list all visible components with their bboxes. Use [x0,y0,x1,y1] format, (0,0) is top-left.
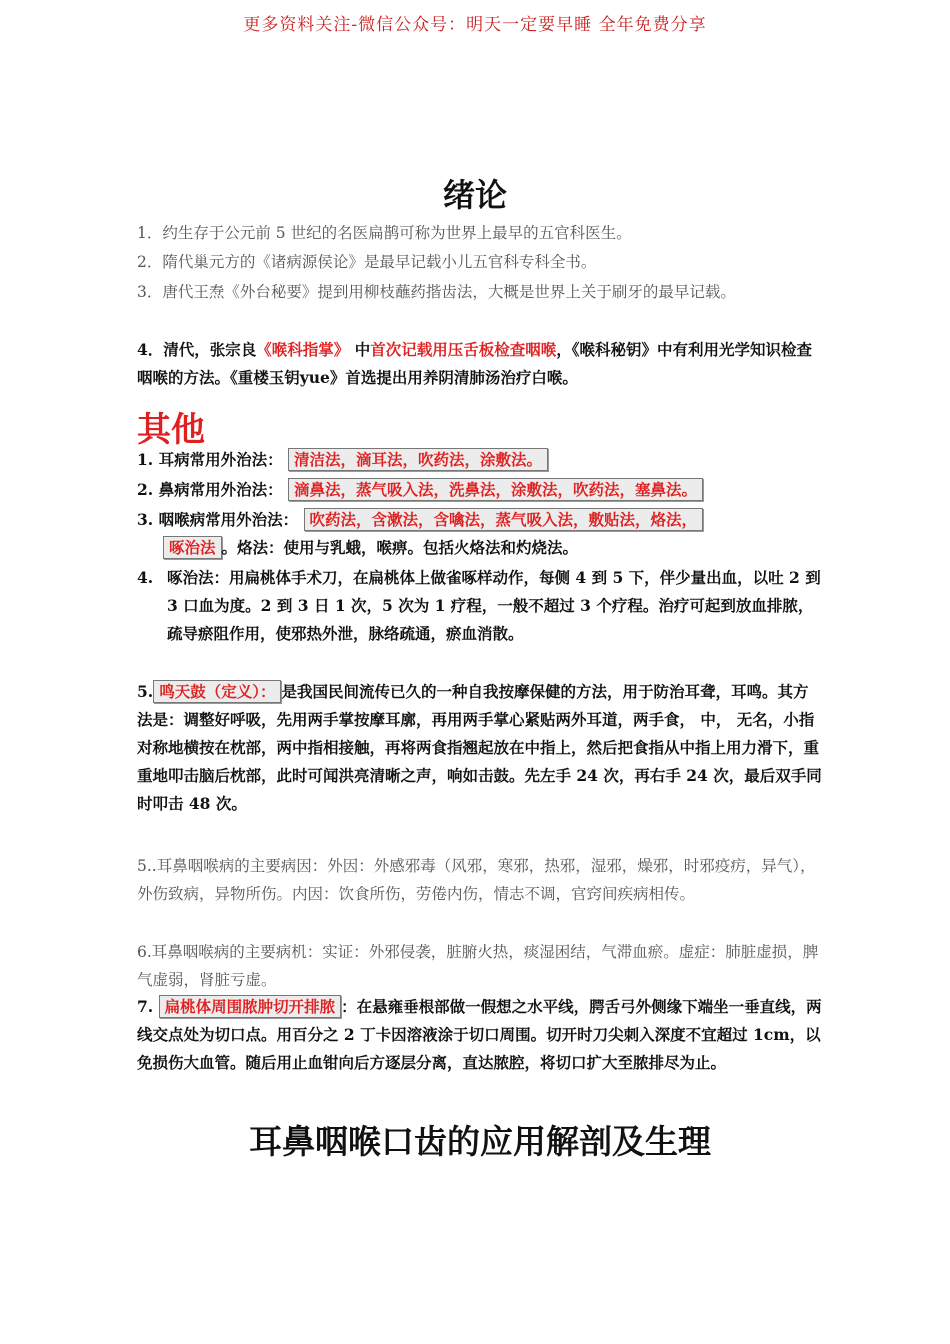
other-item-6: 6.耳鼻咽喉病的主要病机：实证：外邪侵袭，脏腑火热，痰湿困结，气滞血瘀。虚症：肺脏虚损，脾气虚弱，肾脏亏虚。 [137,943,819,989]
other-item-5b: 5..耳鼻咽喉病的主要病因：外因：外感邪毒（风邪，寒邪，热邪，湿邪，燥邪，时邪疫疠，异气），外伤致病，异物所伤。内因：饮食所伤，劳倦内伤，情志不调，官窍间疾病相传。 [137,857,816,903]
other-item-3 [137,508,703,530]
p4-text-c: 中 [354,340,371,359]
item3-number: 3. [137,510,154,529]
item2-number: 2. [137,480,154,499]
other-item-1 [137,448,548,470]
item5-text: 是我国民间流传已久的一种自我按摩保健的方法，用于防治耳聋，耳鸣。其方法是：调整好呼吸，先用两手掌按摩耳廓，再用两手掌心紧贴两外耳道，两手食， 中， 无名，小指对称地横按在枕部，两中指相接触，再将两食指翘起放在中指上，然后把食指从中指上用力滑下，重重地叩击脑后枕部，此时可闻洪亮清晰之声，响如击鼓。先左手 24 次，再右手 24 次，最后双手同时叩击 48 次。 [137,682,822,813]
item1-value-box: 清洁法，滴耳法，吹药法，涂敷法。 [288,448,548,471]
item7-label-box: 扁桃体周围脓肿切开排脓 [159,995,342,1018]
item1-label: 耳病常用外治法： [158,450,283,469]
intro-paragraph-3: 3．唐代王焘《外台秘要》提到用柳枝蘸药揩齿法，大概是世界上关于刷牙的最早记载。 [137,283,736,301]
other-item-2 [137,478,703,500]
intro-paragraph-2: 2．隋代巢元方的《诸病源侯论》是最早记载小儿五官科专科全书。 [137,253,597,271]
header-banner: 更多资料关注-微信公众号：明天一定要早睡 全年免费分享 [243,15,707,35]
item3-value2-box: 啄治法 [163,536,222,559]
section-heading-other: 其他 [137,410,205,450]
other-item-5 [137,678,822,818]
item1-number: 1. [137,450,154,469]
p4-text-a: 4．清代，张宗良 [137,340,257,359]
section-title-anatomy: 耳鼻咽喉口齿的应用解剖及生理 [249,1122,711,1161]
other-item-3-continuation [163,536,578,558]
item5-number: 5. [137,682,154,701]
p4-text-e: ，《喉科秘钥》中有利用光学知识检查咽喉的方法。《重楼玉钥yue》首选提出用养阴清肺汤治疗白喉。 [137,340,813,387]
p4-book-title: 《喉科指掌》 [256,340,350,359]
item4-text: 啄治法：用扁桃体手术刀，在扁桃体上做雀啄样动作，每侧 4 到 5 下，伴少量出血，以吐 2 到 3 口血为度。2 到 3 日 1 次，5 次为 1 疗程，一般不超过 3 个疗程。治疗可起到放血排脓，疏导瘀阻作用，使邪热外泄，脉络疏通，瘀血消散。 [167,568,821,643]
item3-label: 咽喉病常用外治法： [158,510,299,529]
intro-paragraph-4 [137,336,822,392]
section-title-intro: 绪论 [442,176,507,214]
other-item-7 [137,993,822,1077]
p4-highlight: 首次记载用压舌板检查咽喉 [370,340,557,359]
item7-text: ：在悬雍垂根部做一假想之水平线，腭舌弓外侧缘下端坐一垂直线，两线交点处为切口点。用百分之 2 丁卡因溶液涂于切口周围。切开时刀尖刺入深度不宜超过 1cm，以免损伤大血管。随后用止血钳向后方逐层分离，直达脓腔，将切口扩大至脓排尽为止。 [137,997,822,1072]
other-item-4 [137,564,822,648]
item3-rest: 。烙法：使用与乳蛾，喉痹。包括火烙法和灼烧法。 [221,538,579,557]
item3-value-box: 吹药法，含漱法，含噙法，蒸气吸入法，敷贴法，烙法， [304,508,704,531]
item2-value-box: 滴鼻法，蒸气吸入法，洗鼻法，涂敷法，吹药法，塞鼻法。 [288,478,703,501]
item5-label-box: 鸣天鼓（定义）： [153,680,281,703]
item4-number: 4. [137,568,154,587]
item2-label: 鼻病常用外治法： [158,480,283,499]
item7-number: 7. [137,997,154,1016]
intro-paragraph-1: 1．约生存于公元前 5 世纪的名医扁鹊可称为世界上最早的五官科医生。 [137,224,632,242]
